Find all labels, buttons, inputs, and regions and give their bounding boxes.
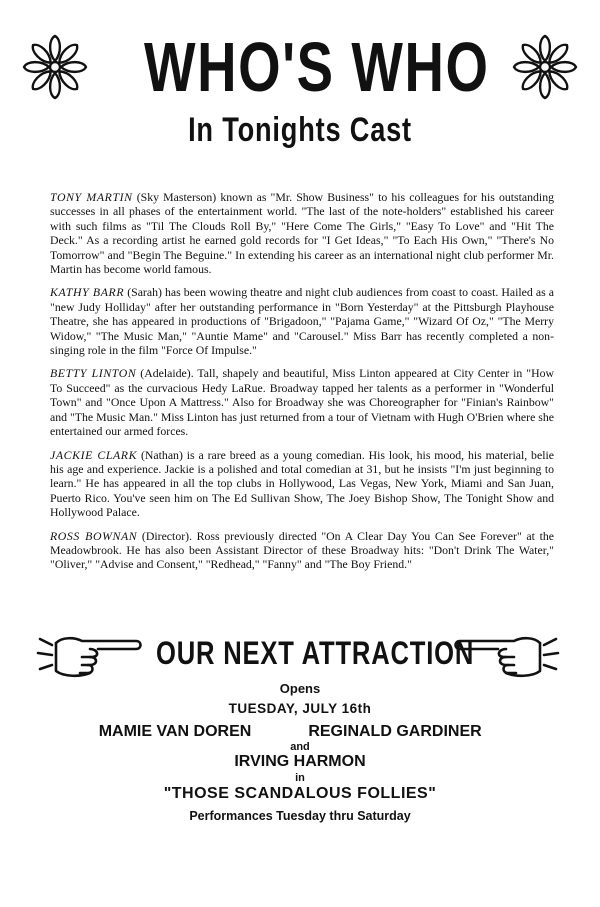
opens-label: Opens [279, 681, 321, 696]
next-attraction [0, 625, 600, 845]
bio-name: KATHY BARR [50, 285, 125, 300]
header [0, 18, 600, 168]
pointing-hand-icon [450, 631, 560, 681]
performances-note: Performances Tuesday thru Saturday [189, 809, 411, 823]
star-name: MAMIE VAN DOREN [98, 723, 252, 740]
bio-name: BETTY LINTON [50, 366, 137, 381]
and-label: and [290, 741, 310, 753]
star-name: REGINALD GARDINER [308, 723, 482, 740]
bio-text: (Adelaide). Tall, shapely and beautiful, Miss Linton appeared at City Center in "How To Succeed" as the curvacious Hedy LaRue. Broadway tapped her talents as a performer in "Wonderful Town" and "Once Upon A Mattress." Also for Broadway she was Choreographer for "Finian's Rainbow" and "The Music Man." Miss Linton has just returned from a tour of Vietnam with Hugh O'Brien where she entertained our armed forces. [50, 366, 555, 439]
bio-ross-bownan [50, 529, 554, 572]
page-title: WHO'S WHO [144, 28, 490, 106]
pointing-hand-icon [36, 631, 146, 681]
flower-ornament-icon [510, 32, 580, 102]
show-title: "THOSE SCANDALOUS FOLLIES" [163, 785, 437, 802]
bio-name: TONY MARTIN [50, 190, 133, 204]
bio-tony-martin [50, 190, 554, 276]
star-name: IRVING HARMON [234, 753, 366, 770]
in-label: in [295, 772, 305, 784]
bio-kathy-barr [50, 285, 554, 357]
bio-text: (Director). Ross previously directed "On A Clear Day You Can See Forever" at the Meadowbrook. He has also been Assistant Director of these Broadway hits: "Don't Drink The Water," "Oliver," "Advise and Consent," "Redhead," "Fanny" and "The Boy Friend." [50, 528, 554, 572]
bio-betty-linton [50, 366, 554, 438]
opening-date: TUESDAY, JULY 16th [228, 701, 372, 716]
cast-bios [50, 190, 554, 581]
bio-name: JACKIE CLARK [50, 447, 138, 462]
bio-text: (Sky Masterson) known as "Mr. Show Business" to his colleagues for his outstanding successes in all phases of the entertainment world. "The last of the note-holders" established his career with such films as "Til The Clouds Roll By," "Here Come The Girls," "Easy To Love" and "Hit The Deck." As a recording artist he earned gold records for "I Get Ideas," "To Each His Own," "There's No Tomorrow" and "Begin The Beguine." In extending his career as an international night club performer Mr. Martin has become world famous. [50, 190, 554, 277]
bio-jackie-clark [50, 448, 554, 520]
page-subtitle: In Tonights Cast [188, 111, 412, 149]
bio-name: ROSS BOWNAN [50, 528, 138, 543]
bio-text: (Sarah) has been wowing theatre and night club audiences from coast to coast. Hailed as a "new Judy Holliday" after her outstanding performance in "Born Yesterday" at the Pittsburgh Playhouse Theatre, she has appeared in productions of "Brigadoon," "Pajama Game," "Wizard Of Oz," "The Merry Widow," "The Music Man," "Auntie Mame" and "Carousel." Miss Barr has recently completed a non-singing role in the film "Force Of Impulse." [50, 285, 554, 358]
bio-text: (Nathan) is a rare breed as a young comedian. His look, his mood, his material, belie his age and experience. Jackie is a polished and total comedian at 31, but he insists "I'm just beginning to learn." He has appeared in all the top clubs in Hollywood, Las Vegas, New York, Miami and San Juan, Puerto Rico. You've seen him on The Ed Sullivan Show, The Joey Bishop Show, The Tonight Show and Hollywood Palace. [50, 447, 554, 520]
attraction-title: OUR NEXT ATTRACTION [156, 635, 475, 671]
flower-ornament-icon [20, 32, 90, 102]
